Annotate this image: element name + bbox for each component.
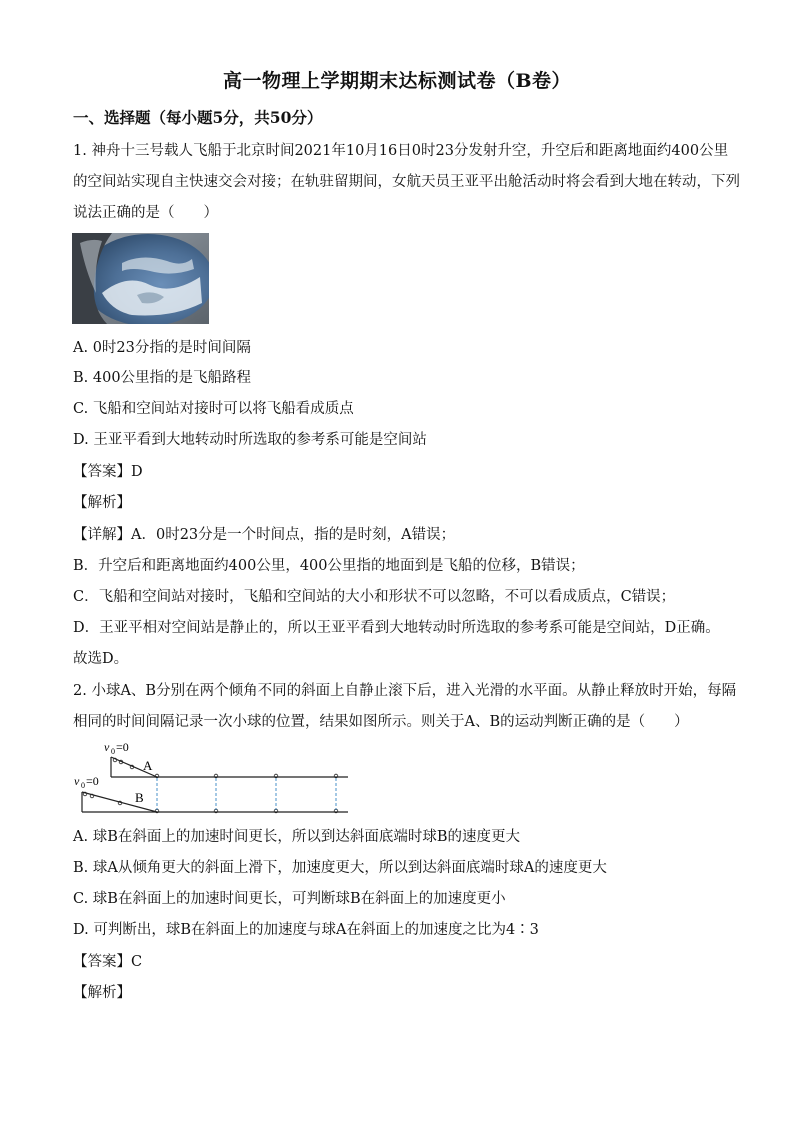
earth-from-window-photo — [72, 233, 209, 324]
q1-answer: 【答案】D — [73, 464, 143, 480]
q1-option-d: D. 王亚平看到大地转动时所选取的参考系可能是空间站 — [73, 432, 427, 448]
q1-detail-line: 【详解】A．0时23分是一个时间点，指的是时刻，A错误； — [73, 527, 456, 543]
q2-answer: 【答案】C — [73, 954, 143, 970]
v0-label-bottom: v — [74, 774, 80, 788]
q1-analysis-label: 【解析】 — [73, 495, 131, 511]
q1-detail-line: 故选D。 — [73, 651, 129, 667]
section-heading: 一、选择题（每小题5分，共50分） — [73, 108, 323, 127]
label-b: B — [135, 790, 144, 805]
q2-option-b: B. 球A从倾角更大的斜面上滑下，加速度更大，所以到达斜面底端时球A的速度更大 — [73, 860, 607, 876]
q2-stem-line: 相同的时间间隔记录一次小球的位置，结果如图所示。则关于A、B的运动判断正确的是（ ） — [73, 714, 689, 730]
q1-stem-line: 的空间站实现自主快速交会对接；在轨驻留期间，女航天员王亚平出舱活动时将会看到大地在转动，下列 — [73, 174, 740, 190]
inclined-planes-diagram — [72, 740, 357, 816]
v0-sub-top: 0 — [111, 747, 115, 756]
q2-analysis-label: 【解析】 — [73, 985, 131, 1001]
page-title: 高一物理上学期期末达标测试卷（B卷） — [222, 70, 572, 92]
v0-eq-top: =0 — [116, 740, 129, 754]
v0-label-top: v — [104, 740, 110, 754]
q1-option-c: C. 飞船和空间站对接时可以将飞船看成质点 — [73, 401, 354, 417]
q1-option-a: A. 0时23分指的是时间间隔 — [73, 340, 251, 356]
q2-stem-line: 2. 小球A、B分别在两个倾角不同的斜面上自静止滚下后，进入光滑的水平面。从静止释放时开始，每隔 — [73, 683, 737, 699]
q1-detail-line: B．升空后和距离地面约400公里，400公里指的地面到是飞船的位移，B错误； — [73, 558, 585, 574]
q1-stem-line: 说法正确的是（ ） — [73, 205, 218, 221]
q1-detail-line: C．飞船和空间站对接时，飞船和空间站的大小和形状不可以忽略，不可以看成质点，C错误； — [73, 589, 676, 605]
q1-stem-line: 1. 神舟十三号载人飞船于北京时间2021年10月16日0时23分发射升空，升空后和距离地面约400公里 — [73, 143, 729, 159]
q1-option-b: B. 400公里指的是飞船路程 — [73, 370, 252, 386]
v0-sub-bottom: 0 — [81, 781, 85, 790]
label-a: A — [143, 758, 153, 773]
q2-option-c: C. 球B在斜面上的加速时间更长，可判断球B在斜面上的加速度更小 — [73, 891, 506, 907]
q1-detail-line: D．王亚平相对空间站是静止的，所以王亚平看到大地转动时所选取的参考系可能是空间站，D正确。 — [73, 620, 720, 636]
v0-eq-bottom: =0 — [86, 774, 99, 788]
q2-option-a: A. 球B在斜面上的加速时间更长，所以到达斜面底端时球B的速度更大 — [73, 829, 520, 845]
q2-option-d: D. 可判断出，球B在斜面上的加速度与球A在斜面上的加速度之比为4∶3 — [73, 922, 539, 938]
